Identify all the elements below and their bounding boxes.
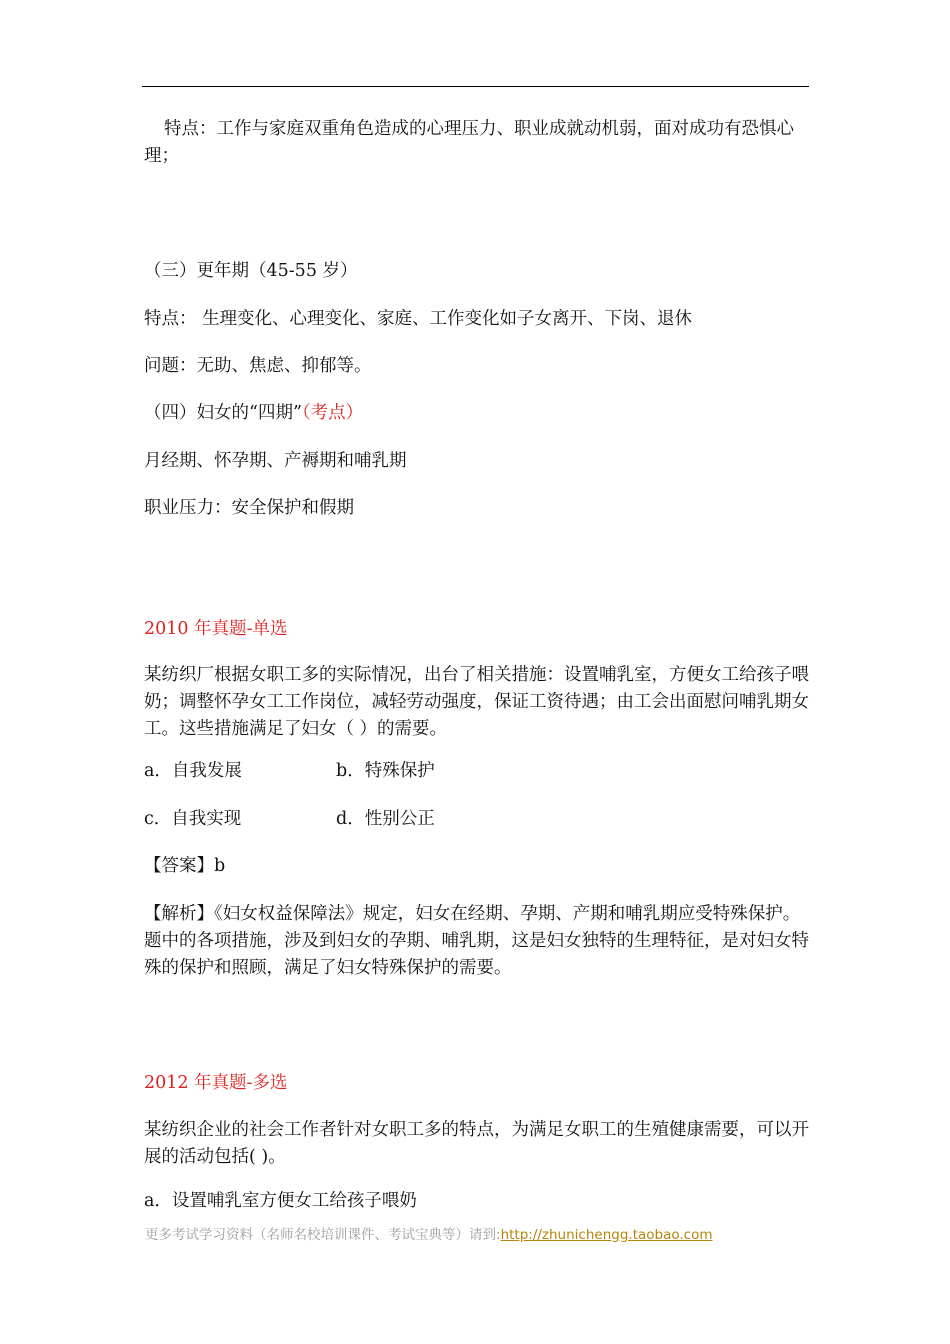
heading-four-periods <box>144 400 812 427</box>
paragraph-menopause-traits: 特点： 生理变化、心理变化、家庭、工作变化如子女离开、下岗、退休 <box>144 309 693 329</box>
header-rule <box>142 86 809 87</box>
paragraph-occupational-pressure: 职业压力：安全保护和假期 <box>144 498 354 518</box>
footer-promo <box>145 1224 713 1246</box>
heading-four-periods-text: （四）妇女的“四期” <box>144 403 302 423</box>
paragraph-four-periods-list: 月经期、怀孕期、产褥期和哺乳期 <box>144 451 407 471</box>
exam-point-tag: （考点） <box>301 403 364 423</box>
question-2010-option-d: d．性别公正 <box>336 809 435 829</box>
question-2012-option-a: a．设置哺乳室方便女工给孩子喂奶 <box>144 1191 417 1211</box>
footer-link[interactable]: http://zhunichengg.taobao.com <box>500 1227 713 1243</box>
paragraph-menopause-problems: 问题：无助、焦虑、抑郁等。 <box>144 356 372 376</box>
question-2010-analysis: 【解析】《妇女权益保障法》规定，妇女在经期、孕期、产期和哺乳期应受特殊保护。题中的各项措施，涉及到妇女的孕期、哺乳期，这是妇女独特的生理特征，是对妇女特殊的保护和照顾，满足了妇女特殊保护的需要。 <box>144 904 809 978</box>
heading-menopause: （三）更年期（45-55 岁） <box>144 261 358 281</box>
question-2010-body: 某纺织厂根据女职工多的实际情况，出台了相关措施：设置哺乳室，方便女工给孩子喂奶；调整怀孕女工工作岗位，减轻劳动强度，保证工资待遇；由工会出面慰问哺乳期女工。这些措施满足了妇女（ ）的需要。 <box>144 665 809 739</box>
question-2010-answer: 【答案】b <box>144 856 226 876</box>
question-2012-title: 2012 年真题-多选 <box>144 1073 288 1093</box>
footer-text: 更多考试学习资料（名师名校培训课件、考试宝典等）请到: <box>145 1227 501 1243</box>
paragraph-traits-work-family: 特点：工作与家庭双重角色造成的心理压力、职业成就动机弱，面对成功有恐惧心理； <box>144 119 794 166</box>
question-2010-option-a: a．自我发展 <box>144 761 242 781</box>
question-2010-option-c: c．自我实现 <box>144 809 242 829</box>
question-2010-title: 2010 年真题-单选 <box>144 619 288 639</box>
question-2010-option-b: b．特殊保护 <box>336 761 435 781</box>
question-2012-body: 某纺织企业的社会工作者针对女职工多的特点，为满足女职工的生殖健康需要，可以开展的活动包括( )。 <box>144 1120 809 1167</box>
